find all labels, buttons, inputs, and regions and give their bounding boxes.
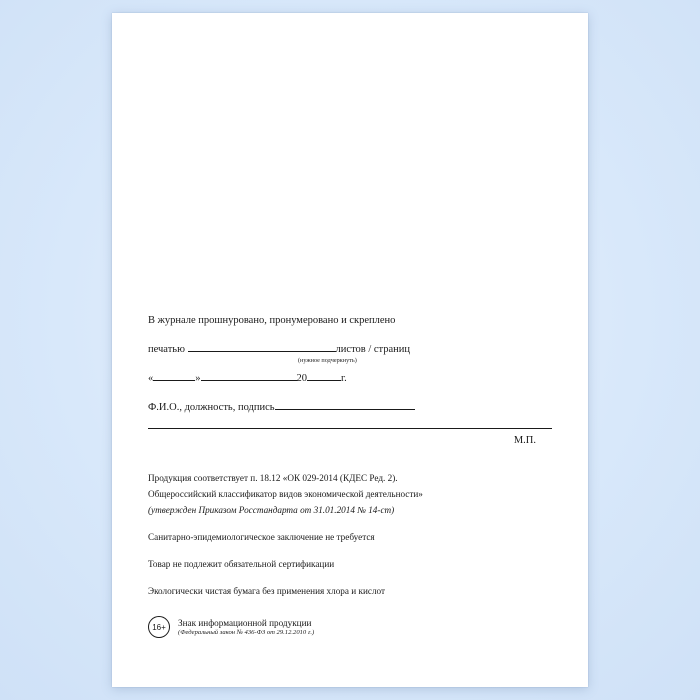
document-content <box>148 313 552 638</box>
seal-row <box>148 341 552 364</box>
date-year-suffix: г. <box>341 372 347 384</box>
date-quote-close: » <box>195 372 201 384</box>
signature-second-rule <box>148 428 552 429</box>
date-year-prefix: 20 <box>296 372 307 384</box>
product-classifier-line-2: Общероссийский классификатор видов экономической деятельности» <box>148 489 423 500</box>
info-mark-law: (Федеральный закон № 436-ФЗ от 29.12.2010 г.) <box>178 629 315 637</box>
signature-fill-line <box>275 399 415 410</box>
journal-statement-line: В журнале прошнуровано, пронумеровано и скреплено <box>148 315 396 326</box>
info-mark-row <box>148 616 552 638</box>
signature-label: Ф.И.О., должность, подпись <box>148 401 275 413</box>
date-month-fill <box>201 370 297 381</box>
product-classifier-line-3: (утвержден Приказом Росстандарта от 31.01.2014 № 14-ст) <box>148 505 395 516</box>
seal-hint: (нужное подчеркнуть) <box>298 357 357 365</box>
age-rating-icon: 16+ <box>148 616 170 638</box>
date-row <box>148 370 552 386</box>
paper-line: Экологически чистая бумага без применения хлора и кислот <box>148 586 386 597</box>
date-quote-open: « <box>148 372 154 384</box>
info-mark-text <box>178 618 314 638</box>
sanitary-line: Санитарно-эпидемиологическое заключение не требуется <box>148 532 375 543</box>
seal-units: листов / страниц <box>335 344 411 356</box>
product-classifier-line-1: Продукция соответствует п. 18.12 «ОК 029-2014 (КДЕС Ред. 2). <box>148 473 398 484</box>
certification-line: Товар не подлежит обязательной сертификации <box>148 559 335 570</box>
date-year-fill <box>307 370 341 381</box>
seal-fill-line <box>188 341 336 352</box>
seal-label: печатью <box>148 344 185 356</box>
document-page <box>112 13 588 687</box>
stamp-place: М.П. <box>513 435 536 447</box>
date-day-fill <box>153 370 195 381</box>
signature-row <box>148 399 552 415</box>
info-mark-title: Знак информационной продукции <box>178 617 312 628</box>
